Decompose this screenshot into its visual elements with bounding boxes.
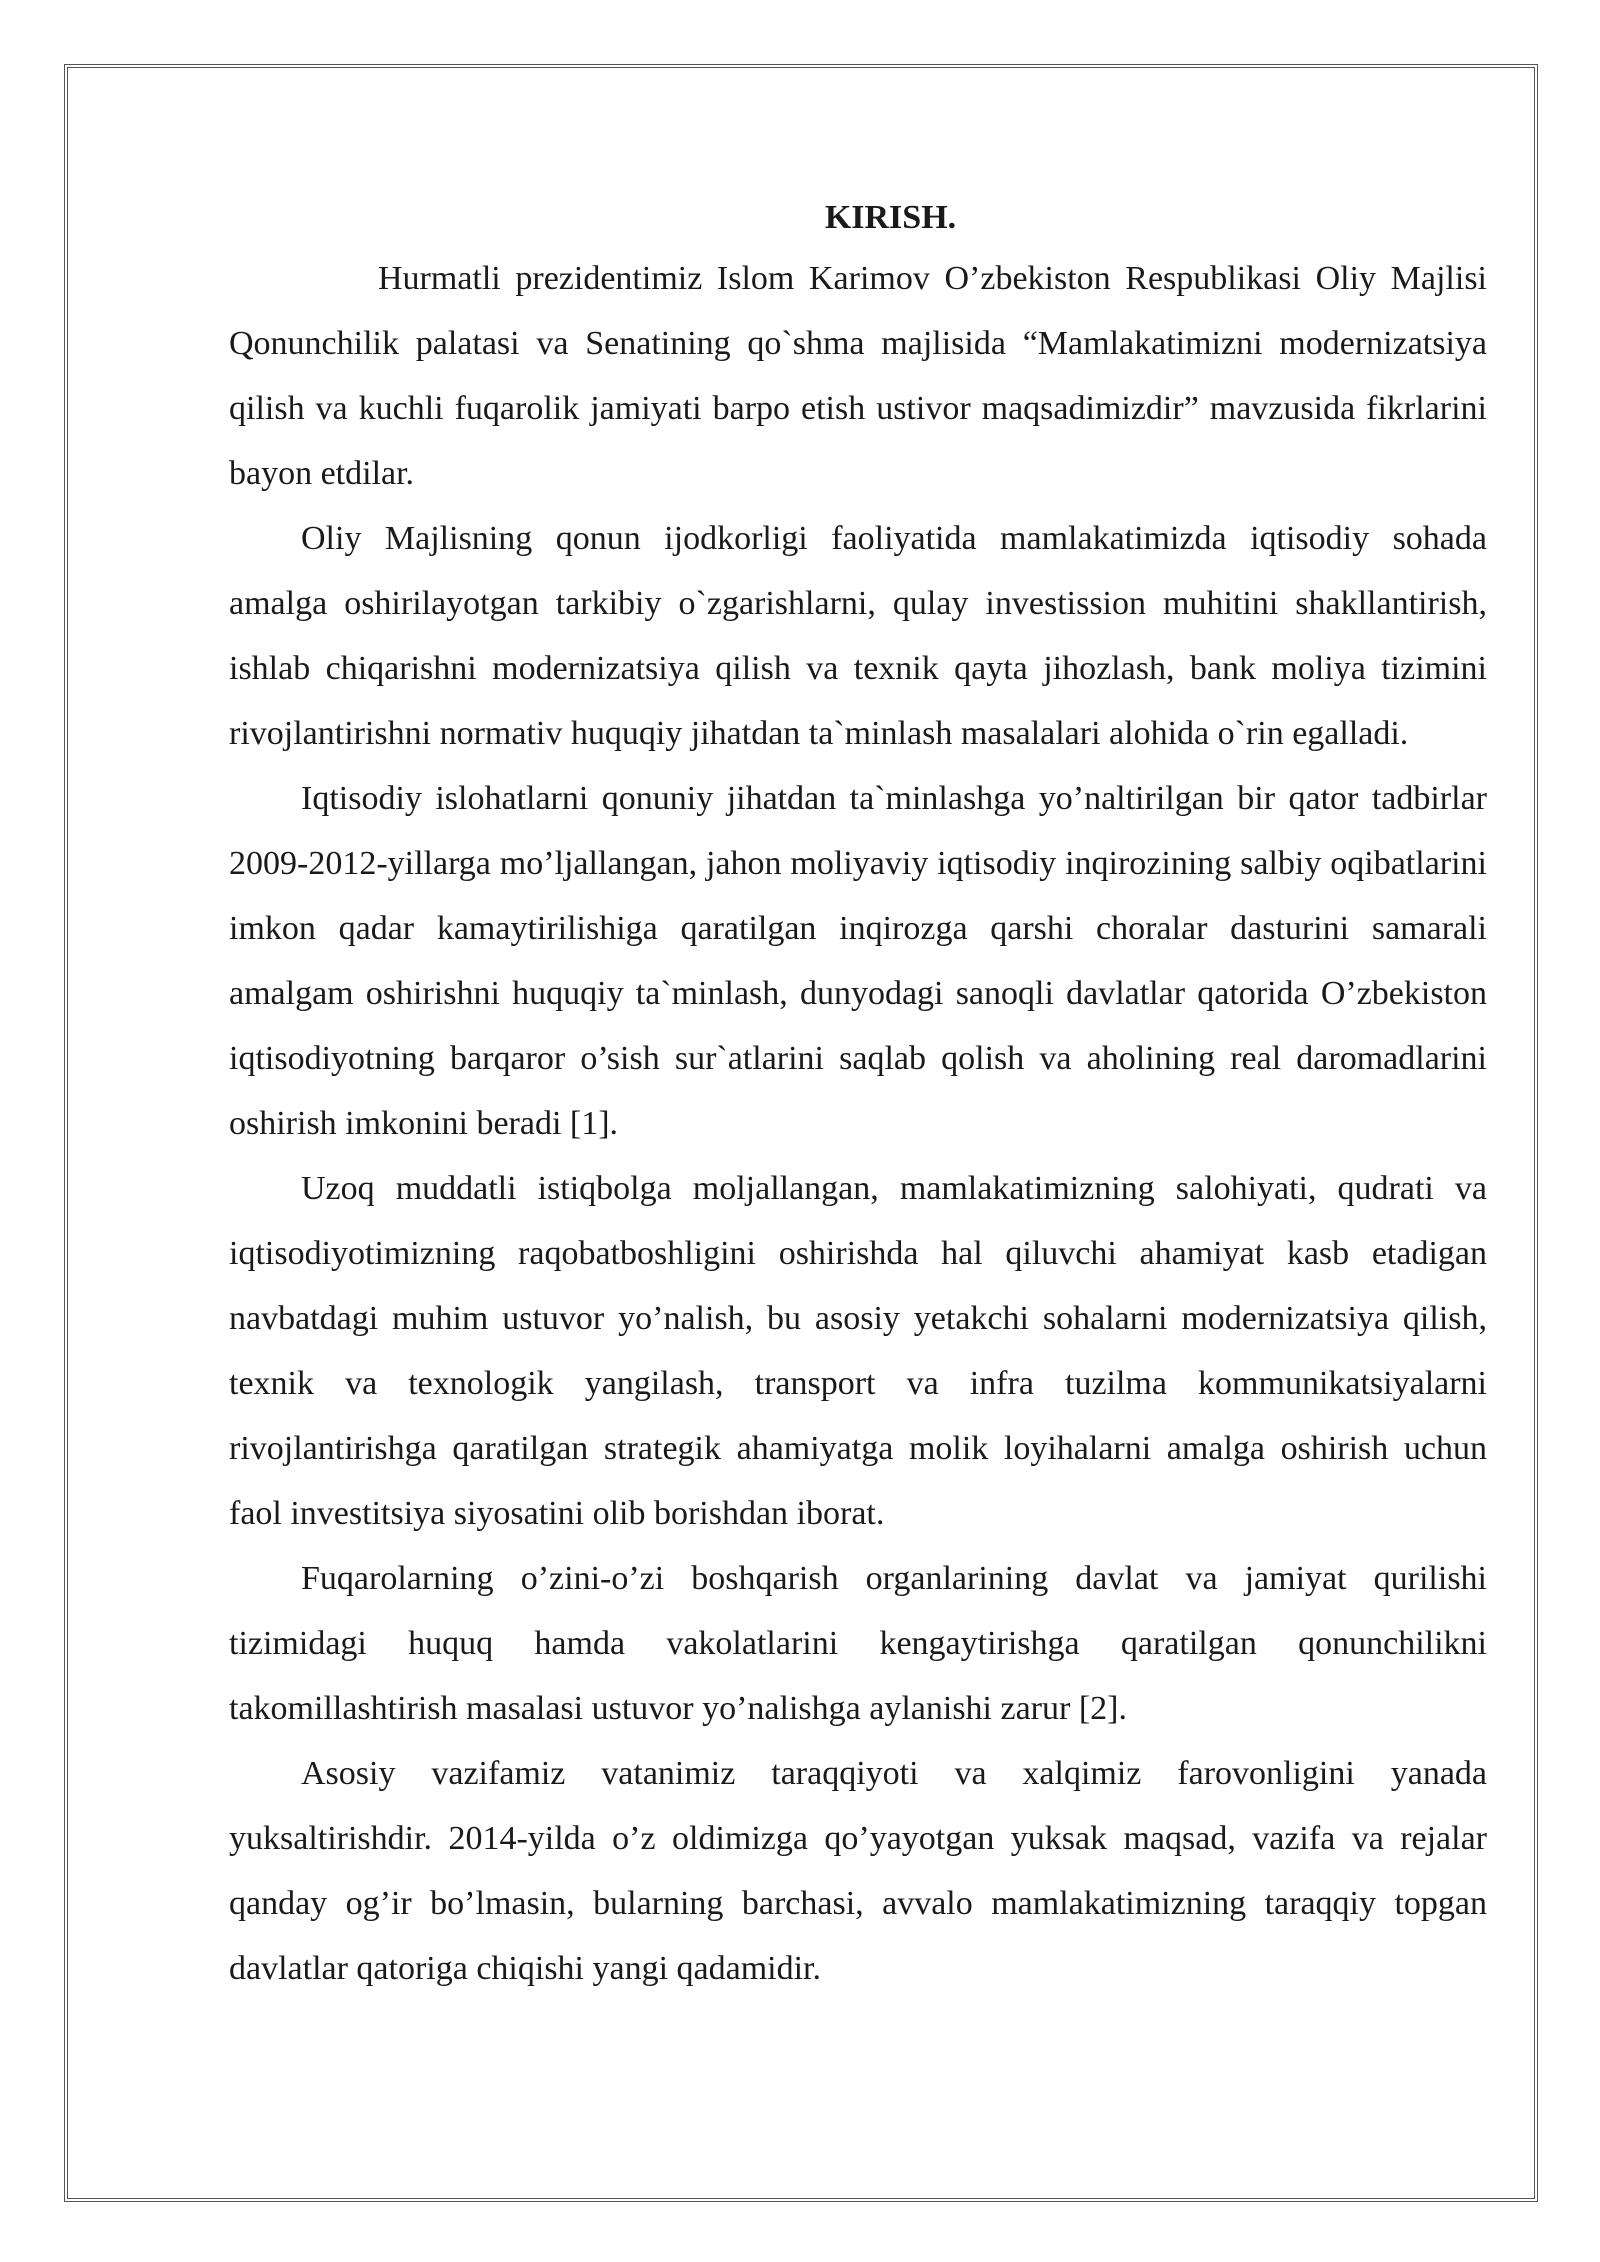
paragraph-2: Oliy Majlisning qonun ijodkorligi faoliyatida mamlakatimizda iqtisodiy sohada amalga oshirilayotgan tarkibiy o`zgarishlarni, qulay investission muhitini shakllantirish, ishlab chiqarishni modernizatsiya qilish va texnik qayta jihozlash, bank moliya tizimini rivojlantirishni normativ huquqiy jihatdan ta`minlash masalalari alohida o`rin egalladi.: [229, 520, 1487, 752]
paragraph-4: Uzoq muddatli istiqbolga moljallangan, mamlakatimizning salohiyati, qudrati va iqtisodiyotimizning raqobatboshligini oshirishda hal qiluvchi ahamiyat kasb etadigan navbatdagi muhim ustuvor yo’nalish, bu asosiy yetakchi sohalarni modernizatsiya qilish, texnik va texnologik yangilash, transport va infra tuzilma kommunikatsiyalarni rivojlantirishga qaratilgan strategik ahamiyatga molik loyihalarni amalga oshirish uchun faol investitsiya siyosatini olib borishdan iborat.: [229, 1170, 1487, 1532]
paragraph-1: Hurmatli prezidentimiz Islom Karimov O’zbekiston Respublikasi Oliy Majlisi Qonunchilik palatasi va Senatining qo`shma majlisida “Mamlakatimizni modernizatsiya qilish va kuchli fuqarolik jamiyati barpo etish ustivor maqsadimizdir” mavzusida fikrlarini bayon etdilar.: [229, 260, 1487, 492]
document-body: [229, 190, 1487, 2001]
paragraph-3: Iqtisodiy islohatlarni qonuniy jihatdan ta`minlashga yo’naltirilgan bir qator tadbirlar 2009-2012-yillarga mo’ljallangan, jahon moliyaviy iqtisodiy inqirozining salbiy oqibatlarini imkon qadar kamaytirilishiga qaratilgan inqirozga qarshi choralar dasturini samarali amalgam oshirishni huquqiy ta`minlash, dunyodagi sanoqli davlatlar qatorida O’zbekiston iqtisodiyotning barqaror o’sish sur`atlarini saqlab qolish va aholining real daromadlarini oshirish imkonini beradi [1].: [229, 780, 1487, 1142]
paragraph-6: Asosiy vazifamiz vatanimiz taraqqiyoti va xalqimiz farovonligini yanada yuksaltirishdir. 2014-yilda o’z oldimizga qo’yayotgan yuksak maqsad, vazifa va rejalar qanday og’ir bo’lmasin, bularning barchasi, avvalo mamlakatimizning taraqqiy topgan davlatlar qatoriga chiqishi yangi qadamidir.: [229, 1755, 1487, 1987]
paragraph-5: Fuqarolarning o’zini-o’zi boshqarish organlarining davlat va jamiyat qurilishi tizimidagi huquq hamda vakolatlarini kengaytirishga qaratilgan qonunchilikni takomillashtirish masalasi ustuvor yo’nalishga aylanishi zarur [2].: [229, 1560, 1487, 1727]
document-title: KIRISH.: [824, 199, 957, 236]
